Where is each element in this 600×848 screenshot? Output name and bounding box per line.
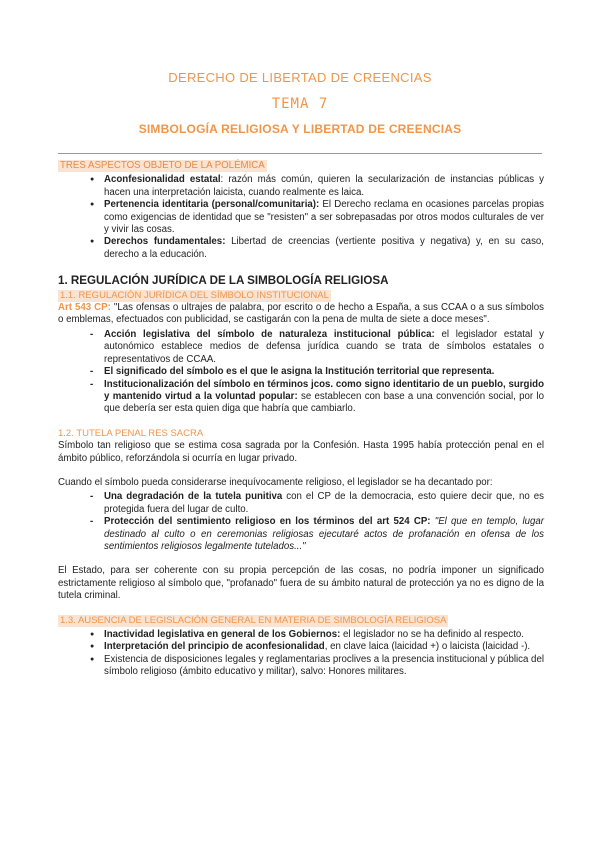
item-quote: "El que en templo, lugar destinado al culto o en ceremonias religiosas ejecutaré actos de profanación en ofensa de los sentimientos religiosos legalmente tutelados..." — [104, 516, 544, 552]
item-text: Existencia de disposiciones legales y reglamentarias proclives a la presencia institucional y pública del símbolo religioso (ámbito educativo y militar), salvo: Honores militares. — [104, 653, 544, 678]
item-text: el legislador no se ha definido al respecto. — [340, 629, 524, 640]
item-text: , en clave laica (laicidad +) o laicista (laicidad -). — [324, 641, 531, 653]
item-text: : razón más común, quieren la secularización de instancias públicas y hacen una interpretación laicista, cuando realmente es laica. — [104, 174, 544, 198]
article-label: Art 543 CP: — [58, 302, 111, 314]
sub3-list — [58, 629, 544, 679]
sub1-list — [58, 329, 544, 416]
item-bold: Inactividad legislativa en general de los Gobiernos: — [104, 629, 341, 640]
document-subtitle: SIMBOLOGÍA RELIGIOSA Y LIBERTAD DE CREENCIAS — [138, 122, 462, 136]
item-bold: Derechos fundamentales: — [104, 236, 226, 248]
intro-heading: TRES ASPECTOS OBJETO DE LA POLÉMICA — [60, 160, 265, 171]
intro-list — [58, 174, 544, 261]
list-item — [58, 491, 544, 516]
item-text: El Derecho reclama en ocasiones parcelas propias como exigencias de identidad que se "resisten" a ser sobrepasadas por otros modos culturales de ver y vivir las cosas. — [104, 199, 544, 236]
item-bold: Interpretación del principio de aconfesionalidad — [104, 641, 325, 653]
list-item — [58, 641, 544, 653]
list-item — [58, 379, 544, 416]
sub2-para1: Símbolo tan religioso que se estima cosa sagrada por la Confesión. Hasta 1995 había protección penal en el ámbito público, reforzándola si ocurría en lugar privado. — [58, 440, 544, 464]
item-bold: Protección del sentimiento religioso en los términos del art 524 CP: — [104, 516, 431, 528]
article-text: "Las ofensas o ultrajes de palabra, por escrito o de hecho a España, a sus CCAA o a sus símbolos o emblemas, efectuados con publicidad, se castigarán con la pena de multa de siete a doce meses". — [58, 302, 544, 326]
item-bold: El significado del símbolo es el que le asigna la Institución territorial que representa. — [104, 366, 495, 378]
sub1-heading: 1.1. REGULACIÓN JURÍDICA DEL SÍMBOLO INSTITUCIONAL — [60, 289, 329, 301]
item-bold: Institucionalización del símbolo en términos jcos. como signo identitario de un pueblo, surgido y mantenido virtud a la voluntad popular: — [104, 378, 544, 402]
item-text: el legislador estatal y autonómico establece medios de defensa jurídica cuando se trata de símbolos estatales o representativos de CCAA. — [104, 328, 544, 365]
sub2-heading: 1.2. TUTELA PENAL RES SACRA — [58, 427, 204, 439]
list-item — [58, 329, 544, 366]
item-text: con el CP de la democracia, esto quiere decir que, no es protegida fuera del lugar de culto. — [104, 491, 544, 515]
list-item — [58, 366, 544, 378]
list-item — [58, 516, 544, 553]
sub2-para3: El Estado, para ser coherente con su propia percepción de las cosas, no podría imponer un significado estrictamente religioso al símbolo que, "profanado" fuera de su ámbito natural de protección ya no es digno de la tutela criminal. — [58, 565, 544, 602]
item-bold: Una degradación de la tutela punitiva — [104, 491, 283, 503]
sub2-para2: Cuando el símbolo pueda considerarse inequívocamente religioso, el legislador se ha decantado por: — [58, 476, 493, 488]
list-item — [58, 654, 544, 679]
list-item — [58, 236, 544, 261]
item-text: se establecen con base a una convención social, por lo que debería ser esta quien diga que habría que cambiarlo. — [104, 390, 545, 415]
header-divider — [58, 153, 542, 154]
item-bold: Pertenencia identitaria (personal/comunitaria): — [104, 199, 320, 211]
item-bold: Aconfesionalidad estatal — [104, 174, 221, 186]
sub2-list — [58, 491, 544, 553]
list-item — [58, 629, 544, 641]
document-body — [58, 160, 544, 679]
sub3-heading: 1.3. AUSENCIA DE LEGISLACIÓN GENERAL EN MATERIA DE SIMBOLOGÍA RELIGIOSA — [60, 614, 447, 626]
list-item — [58, 174, 544, 199]
section1-title: 1. REGULACIÓN JURÍDICA DE LA SIMBOLOGÍA RELIGIOSA — [58, 274, 389, 288]
item-bold: Acción legislativa del símbolo de naturaleza institucional pública: — [104, 328, 435, 340]
document-title: DERECHO DE LIBERTAD DE CREENCIAS — [168, 70, 432, 85]
item-text: Libertad de creencias (vertiente positiva y negativa) y, en su caso, derecho a la educación. — [104, 236, 544, 260]
list-item — [58, 199, 544, 236]
tema-label: TEMA 7 — [271, 96, 329, 112]
article-543 — [58, 302, 544, 327]
